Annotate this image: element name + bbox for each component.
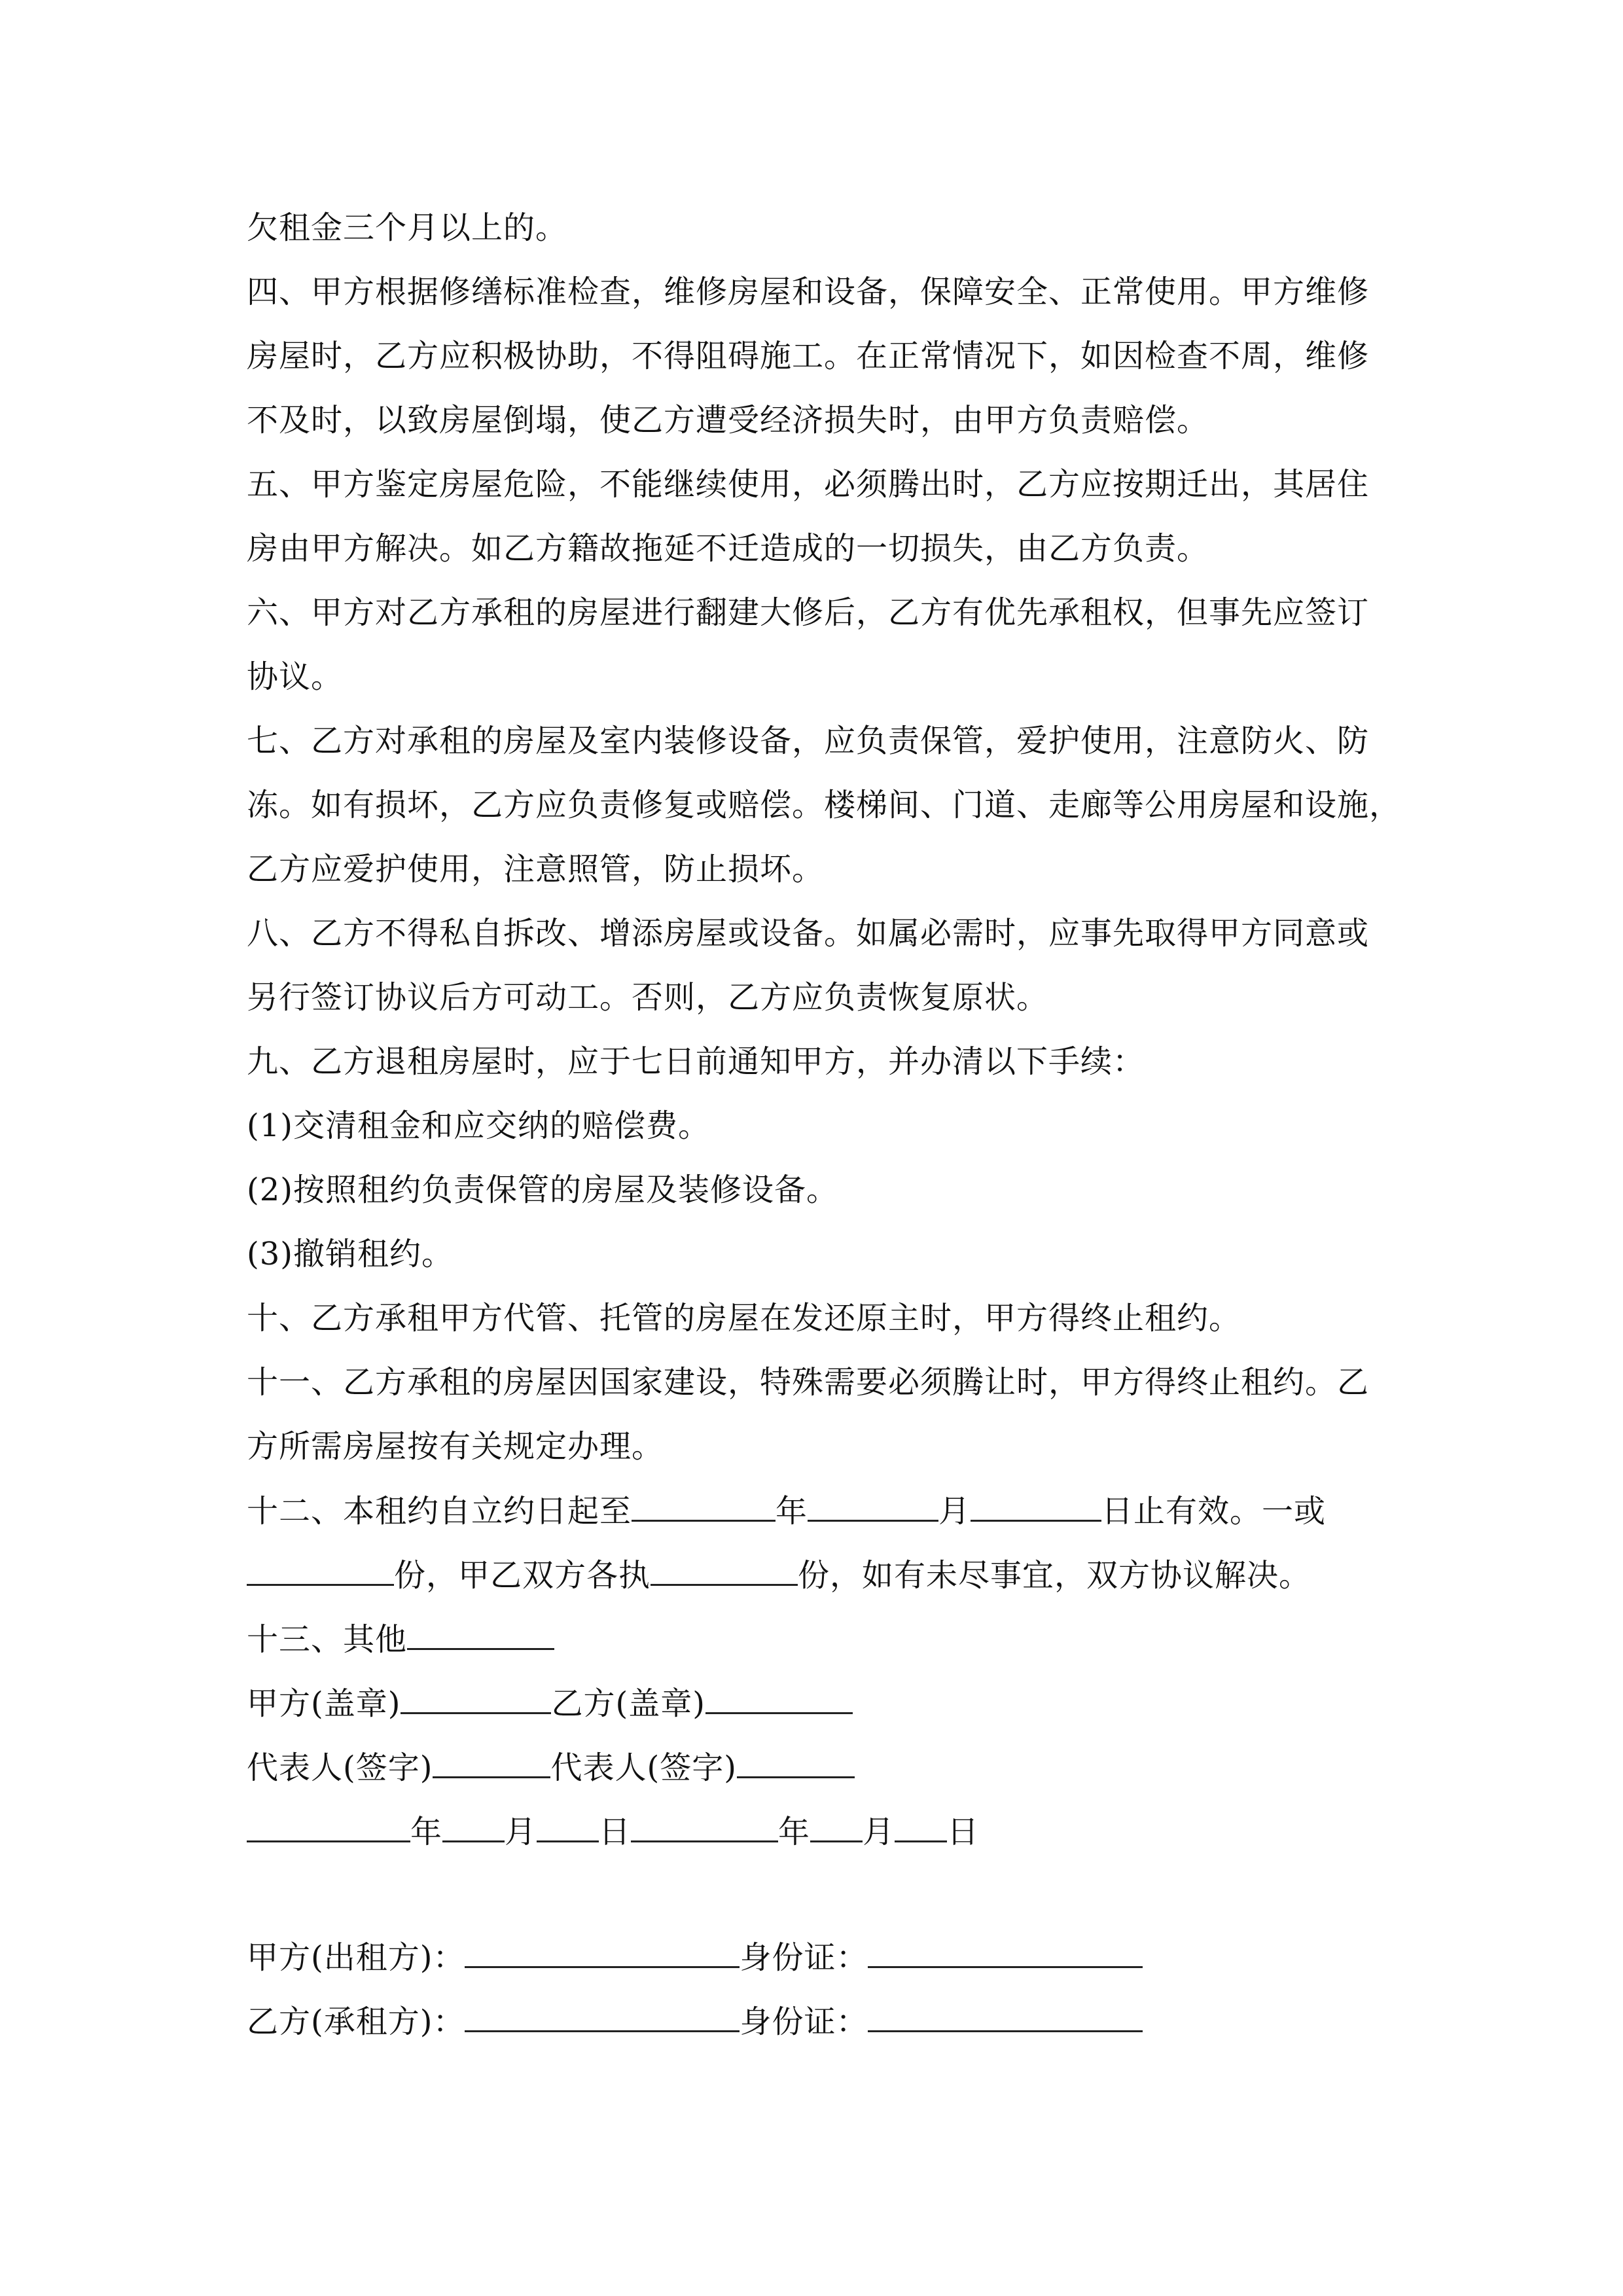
copies-tail: 份，如有未尽事宜，双方协议解决。 xyxy=(798,1557,1311,1594)
each-copies-blank[interactable] xyxy=(651,1555,798,1586)
year-label: 年 xyxy=(776,1493,808,1530)
party-a-stamp-label: 甲方(盖章) xyxy=(247,1685,401,1722)
lessor-line xyxy=(247,1937,1143,1977)
clause-12-line-2 xyxy=(247,1555,1311,1594)
body-line: 另行签订协议后方可动工。否则，乙方应负责恢复原状。 xyxy=(247,979,1049,1016)
body-line: 十一、乙方承租的房屋因国家建设，特殊需要必须腾让时，甲方得终止租约。乙 xyxy=(247,1364,1370,1401)
rep-a-blank[interactable] xyxy=(433,1748,550,1778)
party-b-stamp-label: 乙方(盖章) xyxy=(551,1685,705,1722)
clause-13-label: 十三、其他 xyxy=(247,1621,408,1658)
clause-12-line-1 xyxy=(247,1491,1326,1530)
year-blank[interactable] xyxy=(632,1491,776,1522)
body-line: (3)撤销租约。 xyxy=(247,1236,454,1272)
date-b-day-blank[interactable] xyxy=(895,1812,947,1842)
date-line xyxy=(247,1812,979,1851)
lessee-id-label: 身份证： xyxy=(740,2003,868,2040)
month-blank[interactable] xyxy=(808,1491,938,1522)
lessee-id-blank[interactable] xyxy=(868,2001,1143,2032)
body-line: 房屋时，乙方应积极协助，不得阻碍施工。在正常情况下，如因检查不周，维修 xyxy=(247,338,1370,374)
month-label: 月 xyxy=(938,1493,971,1530)
body-line: 五、甲方鉴定房屋危险，不能继续使用，必须腾出时，乙方应按期迁出，其居住 xyxy=(247,466,1370,503)
lessor-id-blank[interactable] xyxy=(868,1937,1143,1968)
lessor-id-label: 身份证： xyxy=(740,1939,868,1976)
date-a-day-blank[interactable] xyxy=(537,1812,599,1842)
rep-a-label: 代表人(签字) xyxy=(247,1749,433,1786)
clause-13-line xyxy=(247,1619,554,1659)
body-line: 冻。如有损坏，乙方应负责修复或赔偿。楼梯间、门道、走廊等公用房屋和设施， xyxy=(247,787,1402,823)
date-b-month-label: 月 xyxy=(863,1814,895,1850)
lessor-name-blank[interactable] xyxy=(465,1937,740,1968)
body-line: 乙方应爱护使用，注意照管，防止损坏。 xyxy=(247,851,825,888)
rep-line xyxy=(247,1748,855,1787)
date-a-month-label: 月 xyxy=(505,1814,537,1850)
body-line: 方所需房屋按有关规定办理。 xyxy=(247,1428,664,1465)
party-b-stamp-blank[interactable] xyxy=(705,1683,853,1714)
date-b-day-label: 日 xyxy=(947,1814,980,1850)
day-blank[interactable] xyxy=(971,1491,1101,1522)
date-a-year-label: 年 xyxy=(410,1814,443,1850)
body-line: 六、甲方对乙方承租的房屋进行翻建大修后，乙方有优先承租权，但事先应签订 xyxy=(247,594,1370,631)
date-b-year-blank[interactable] xyxy=(631,1812,778,1842)
lessee-label: 乙方(承租方)： xyxy=(247,2003,465,2040)
body-line: 四、甲方根据修缮标准检查，维修房屋和设备，保障安全、正常使用。甲方维修 xyxy=(247,274,1370,310)
date-a-day-label: 日 xyxy=(599,1814,632,1850)
party-a-stamp-blank[interactable] xyxy=(401,1683,551,1714)
body-line: 欠租金三个月以上的。 xyxy=(247,209,568,246)
clause-12-text: 十二、本租约自立约日起至 xyxy=(247,1493,632,1530)
body-line: (1)交清租金和应交纳的赔偿费。 xyxy=(247,1107,710,1144)
other-blank[interactable] xyxy=(407,1619,554,1650)
rep-b-label: 代表人(签字) xyxy=(550,1749,737,1786)
lessee-line xyxy=(247,2001,1143,2041)
date-a-year-blank[interactable] xyxy=(247,1812,410,1842)
copies-blank[interactable] xyxy=(247,1555,394,1586)
lessor-label: 甲方(出租方)： xyxy=(247,1939,465,1976)
body-line: 不及时，以致房屋倒塌，使乙方遭受经济损失时，由甲方负责赔偿。 xyxy=(247,402,1209,439)
lessee-name-blank[interactable] xyxy=(465,2001,740,2032)
body-line: 九、乙方退租房屋时，应于七日前通知甲方，并办清以下手续： xyxy=(247,1043,1145,1080)
date-a-month-blank[interactable] xyxy=(442,1812,505,1842)
body-line: 协议。 xyxy=(247,658,344,695)
copies-text: 份，甲乙双方各执 xyxy=(394,1557,651,1594)
rep-b-blank[interactable] xyxy=(737,1748,855,1778)
body-line: (2)按照租约负责保管的房屋及装修设备。 xyxy=(247,1172,838,1208)
body-line: 房由甲方解决。如乙方籍故拖延不迁造成的一切损失，由乙方负责。 xyxy=(247,530,1209,567)
stamp-line xyxy=(247,1683,853,1723)
body-line: 十、乙方承租甲方代管、托管的房屋在发还原主时，甲方得终止租约。 xyxy=(247,1300,1241,1336)
date-b-year-label: 年 xyxy=(778,1814,811,1850)
clause-12-tail: 日止有效。一或 xyxy=(1101,1493,1327,1530)
date-b-month-blank[interactable] xyxy=(810,1812,863,1842)
body-line: 七、乙方对承租的房屋及室内装修设备，应负责保管，爱护使用，注意防火、防 xyxy=(247,723,1370,759)
body-line: 八、乙方不得私自拆改、增添房屋或设备。如属必需时，应事先取得甲方同意或 xyxy=(247,915,1370,952)
